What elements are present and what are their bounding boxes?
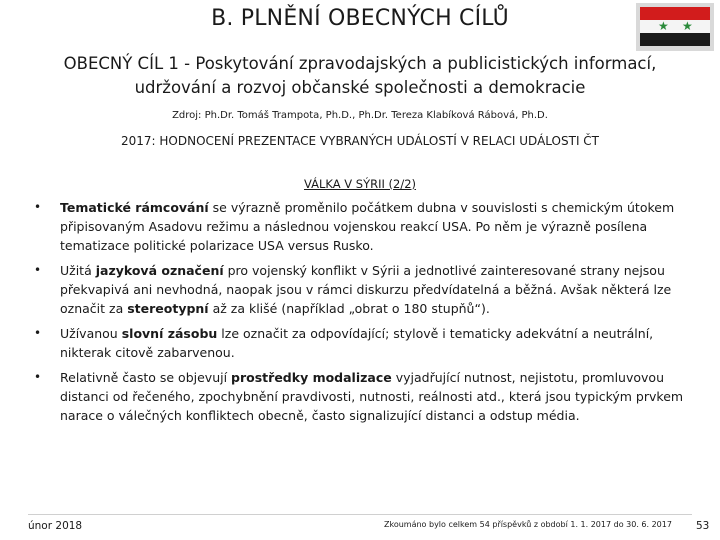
slide-subtitle bbox=[30, 52, 690, 100]
footer-divider bbox=[28, 514, 692, 515]
subtitle-line-2: udržování a rozvoj občanské společnosti a demokracie bbox=[134, 78, 586, 97]
bullet-icon: • bbox=[34, 200, 42, 214]
section-heading: 2017: HODNOCENÍ PREZENTACE VYBRANÝCH UDÁLOSTÍ V RELACI UDÁLOSTI ČT bbox=[120, 134, 600, 148]
flag-red-band bbox=[640, 7, 710, 20]
bullet-bold: stereotypní bbox=[127, 301, 209, 316]
bullet-icon: • bbox=[34, 263, 42, 277]
bullet-bold: prostředky modalizace bbox=[231, 370, 392, 385]
bullet-text: vyjadřující nutnost, nejistotu, promluvovou distanci od řečeného, zpochybnění pravdivosti, nutnosti, reálnosti atd., která jsou typickým prvkem narace o válečných konfliktech obecně, často signalizující distanci a odstup média. bbox=[60, 370, 684, 423]
slide-title: B. PLNĚNÍ OBECNÝCH CÍLŮ bbox=[211, 6, 509, 31]
bullet-item bbox=[34, 198, 694, 255]
bullet-bold: slovní zásobu bbox=[121, 326, 218, 341]
bullet-text: Relativně často se objevují bbox=[60, 370, 232, 385]
bullet-item bbox=[34, 368, 694, 425]
bullet-text: až za klišé (například „obrat o 180 stupňů“). bbox=[208, 301, 490, 316]
bullet-item bbox=[34, 324, 694, 362]
syria-flag-image bbox=[636, 3, 714, 51]
footer-date: únor 2018 bbox=[28, 520, 83, 532]
flag-black-band bbox=[640, 33, 710, 46]
bullet-text: se výrazně proměnilo počátkem dubna v souvislosti s chemickým útokem připisovaným Asadovu režimu a následnou vojenskou reakcí USA. Po něm je výrazně posílena tematizace politické polarizace USA versus Rusko. bbox=[60, 200, 675, 253]
bullet-icon: • bbox=[34, 370, 42, 384]
bullet-text: pro vojenský konflikt v Sýrii a jednotlivé zainteresované strany nejsou překvapivá ani nevhodná, naopak jsou v rámci diskurzu předvídatelná a běžná. Avšak některá lze označit za bbox=[60, 263, 672, 316]
bullet-bold: Tematické rámcování bbox=[60, 200, 209, 215]
bullet-bold: jazyková označení bbox=[95, 263, 224, 278]
bullet-list bbox=[34, 198, 694, 431]
topic-title: VÁLKA V SÝRII (2/2) bbox=[303, 177, 417, 191]
bullet-item bbox=[34, 261, 694, 318]
subtitle-line-1: OBECNÝ CÍL 1 - Poskytování zpravodajských a publicistických informací, bbox=[63, 54, 657, 73]
bullet-icon: • bbox=[34, 326, 42, 340]
page-number: 53 bbox=[696, 520, 710, 532]
bullet-text: Užívanou bbox=[60, 326, 122, 341]
flag-star-icon: ★ bbox=[658, 19, 669, 33]
flag-star-icon: ★ bbox=[682, 19, 693, 33]
footer-note: Zkoumáno bylo celkem 54 příspěvků z období 1. 1. 2017 do 30. 6. 2017 bbox=[384, 520, 672, 529]
bullet-text: lze označit za odpovídající; stylově i tematicky adekvátní a neutrální, nikterak citově zabarvenou. bbox=[60, 326, 654, 360]
flag-white-band bbox=[640, 20, 710, 33]
source-line: Zdroj: Ph.Dr. Tomáš Trampota, Ph.D., Ph.Dr. Tereza Klabíková Rábová, Ph.D. bbox=[172, 110, 548, 121]
bullet-text: Užitá bbox=[60, 263, 96, 278]
